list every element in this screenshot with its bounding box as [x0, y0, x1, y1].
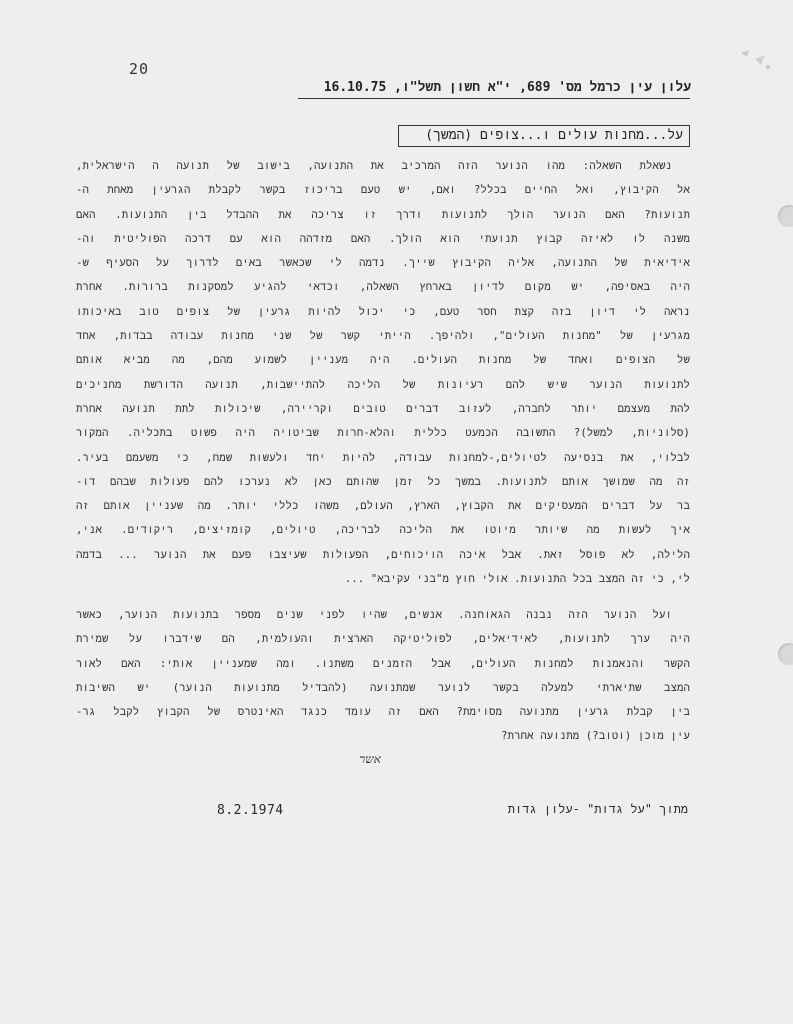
punch-hole-bottom — [778, 643, 793, 665]
text-line: של הצופים ואחד של מחנות העולים. היה מעניין לשמוע מהם, מה מביא אותם — [76, 354, 690, 367]
newsletter-header: עלון עין כרמל מס' 689, י"א חשון תשל"ו, 16.10.75 — [323, 80, 691, 95]
source-attribution: מתוך "על גדות" -עלון גדות — [507, 802, 688, 816]
text-line: הקשר והנאמנות למחנות העולים, אבל הזמנים משתנו. ומה שמעניין אותי: האם לאור — [76, 657, 690, 670]
text-line: איך לעשות מה שיותר מיוטו את הליכה לבריכה, טיולים, קומזיצים, ריקודים. אני, — [76, 524, 690, 537]
article-paragraph-2 — [76, 603, 690, 749]
text-line: לתנועות הנוער שיש להם רעיונות של הליכה להתיישבות, תנועה הדורשת מחניכים — [76, 378, 690, 391]
text-line: (סלוניות, למשל)? התשובה הכמעט כללית והלא-חרות שביטויה היה פשוט בתכליה. המקור — [76, 427, 690, 440]
text-line: משנה לו לאיזה קבוץ תנועתי הוא הולך. האם מזדהה הוא עם דרכה הפוליטית וה- — [76, 232, 690, 245]
text-line: היה באסיפה, יש מקום לדיון בארחץ השאלה, וכדאי להגיע למסקנות ברורות. אחרת — [76, 281, 690, 294]
text-line: לי, כי זה המצב בכל התנועות. אולי חוץ מ"בני עקיבא" ... — [344, 573, 690, 586]
author-signature: אשר — [359, 752, 381, 766]
article-paragraph-1 — [76, 154, 690, 591]
text-line: המצב שתיארתי למעלה בקשר לנוער שמתנועה (להבדיל מתנועות הנוער) יש השיבות — [76, 681, 690, 694]
text-line: היה ערך לתנועות, לאידיאלים, לפוליטיקה הארצית והעולמית, הם שידברו על שמירת — [76, 633, 690, 646]
text-line: אל הקיבוץ, ואל החיים בכלל? ואם, יש טעם בריכוז בקשר לקבלת הגרעין מאחת ה- — [76, 184, 690, 197]
text-line: הלילה, לא פוסל זאת. אבל איכה הויכוחים, הפעולות שעיצבו פעם את הנוער ... בדמה — [76, 548, 690, 561]
text-line: להת מעצמם יותר לחברה, לעזוב דברים טובים וקריירה, שיכולות לתת תנועה אחרת — [76, 402, 690, 415]
text-line: בר על דברים המעסיקים את הקבוץ, הארץ, העולם, משהו כללי יותר. מה שעניין אותם זה — [76, 500, 690, 513]
header-underline — [298, 98, 690, 99]
text-line: זה מה שמושך אותם לתנועות. במשך כל זמן שהותם כאן לא נערכו להם פעולות שבהם דו- — [76, 475, 690, 488]
text-line: ועל הנוער הזה נבנה הגאוחנה. אנשים, שהיו לפני שנים מספר בתנועות הנוער, כאשר — [76, 609, 672, 621]
text-line: אידיאית של התנועה, אליה הקיבוץ שייך. נדמה לי שכאשר באים לדרוך על הסעיף ש- — [76, 257, 690, 270]
scan-smudge — [735, 45, 775, 75]
text-line: מגרעין של "מחנות העולים", ולהיפך. הייתי קשר של שני מחנות עבודה בבדות, אחד — [76, 330, 690, 343]
text-line: עין מוכן (וטוב?) מתנועה אחרת? — [501, 730, 690, 743]
page-number: 20 — [129, 60, 150, 78]
punch-hole-top — [778, 205, 793, 227]
source-date: 8.2.1974 — [217, 803, 284, 818]
text-line: תנועות? האם הנוער הולך לתנועות ודרך זו צריכה את ההבדל בין התנועות. האם — [76, 208, 690, 221]
text-line: נשאלת השאלה: מהו הנוער הזה המרכיב את התנועה, בישוב של תנועה ה הישראלית, — [76, 160, 672, 172]
text-line: בין קבלת גרעין מתנועה מסוימת? האם זה עומד כנגד האינטרס של הקבוץ לקבל גר- — [76, 706, 690, 719]
text-line: נראה לי דיון בזה קצת חסר טעם, כי יכול להיות גרעין של צופים טוב באיכותו — [76, 305, 690, 318]
text-line: לבלוי, את בנסיעה לטיולים,-למחנות עבודה, להיות יחד ולעשות שמח, כי משעמם בעיר. — [76, 451, 690, 464]
article-title: על...מחנות עולים ו...צופים (המשך) — [398, 125, 690, 147]
